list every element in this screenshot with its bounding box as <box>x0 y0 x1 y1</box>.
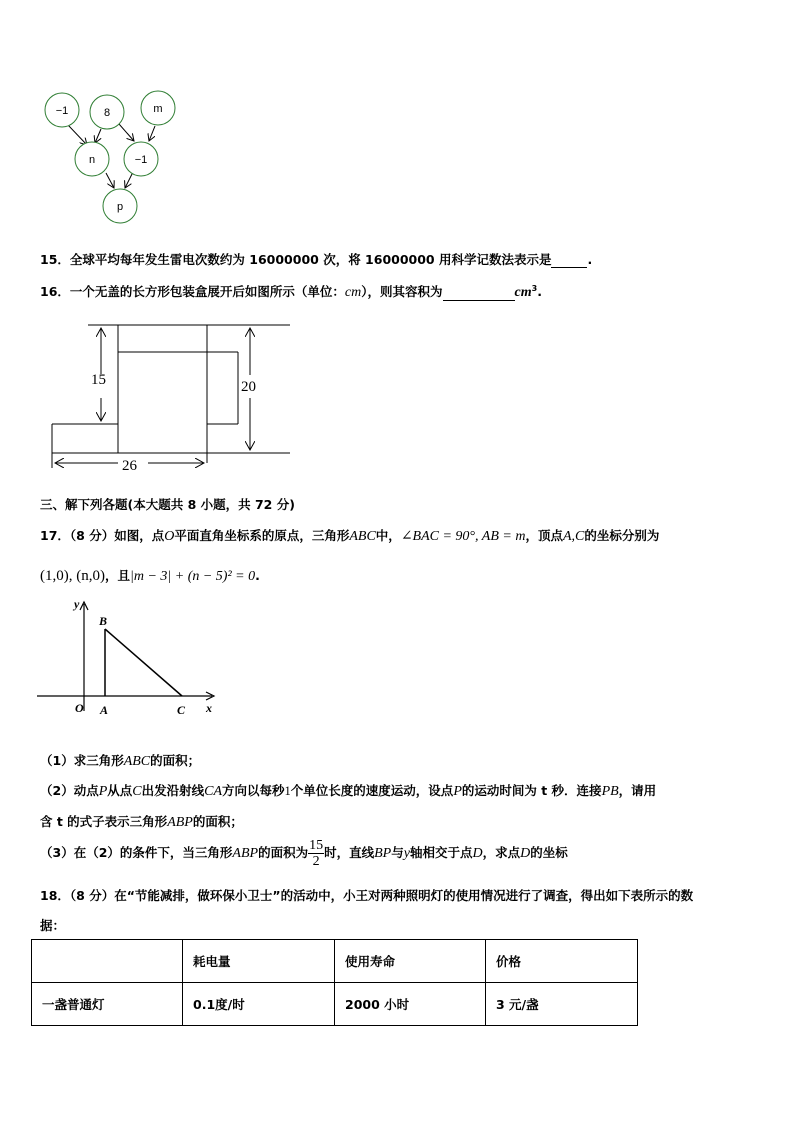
table-cell: 0.1度/时 <box>183 983 335 1026</box>
punct: . <box>537 284 542 299</box>
table-header-row <box>32 940 638 983</box>
question-16 <box>40 282 542 301</box>
math-expr: ∠BAC = 90°, AB = m <box>400 529 526 544</box>
question-17-line1 <box>40 526 659 545</box>
question-text: 从点 <box>107 783 133 798</box>
question-text: 中， <box>375 528 401 543</box>
label-26: 26 <box>122 458 137 474</box>
question-number: 16． <box>40 284 70 299</box>
point-label-C: C <box>177 703 186 717</box>
axis-label-x: x <box>206 701 212 715</box>
math-var: P <box>453 784 462 799</box>
table-header-cell: 使用寿命 <box>335 940 486 983</box>
table-header-cell <box>32 940 183 983</box>
axis-label-y: y <box>74 597 80 611</box>
question-text: 轴相交于点 <box>409 845 473 860</box>
question-text: 17．（8 分）如图，点 <box>40 528 165 543</box>
unit: cm <box>514 285 532 300</box>
math-var: ABC <box>123 754 151 769</box>
coordinate-figure <box>34 596 224 721</box>
math-var: ABP <box>167 815 193 830</box>
unit: cm <box>344 285 362 300</box>
question-text: 的运动时间为 t 秒．连接 <box>461 783 602 798</box>
question-17-part3 <box>40 838 568 869</box>
table-cell: 一盏普通灯 <box>32 983 183 1026</box>
math-var: C <box>132 784 142 799</box>
question-15 <box>40 250 592 268</box>
math-var: A,C <box>562 529 585 544</box>
question-text: （1）求三角形 <box>40 753 124 768</box>
question-text: （3）在（2）的条件下，当三角形 <box>40 845 233 860</box>
fraction <box>308 838 324 869</box>
math-var: ABP <box>232 846 259 861</box>
answer-blank[interactable] <box>443 288 515 301</box>
question-text: 的坐标 <box>530 845 568 860</box>
question-text: 时，直线 <box>324 845 375 860</box>
unit-sup: 3 <box>531 283 538 293</box>
question-text: 与 <box>391 845 404 860</box>
question-text: 平面直角坐标系的原点，三角形 <box>174 528 350 543</box>
table-header-cell: 价格 <box>486 940 638 983</box>
tree-node-label: −1 <box>55 105 69 117</box>
fraction-numerator: 15 <box>309 838 324 853</box>
math-var: BP <box>374 846 392 861</box>
tree-node-label: 8 <box>103 107 111 119</box>
tree-node-label: n <box>88 154 96 166</box>
question-text: ），则其容积为 <box>361 284 443 299</box>
fraction-denominator: 2 <box>312 854 320 869</box>
math-var: O <box>164 529 175 544</box>
math-var: CA <box>204 784 223 799</box>
lamp-table <box>31 939 638 1026</box>
question-18-line2: 据： <box>40 918 66 933</box>
math-var: D <box>472 846 483 861</box>
question-text: 含 t 的式子表示三角形 <box>40 814 168 829</box>
point-label-O: O <box>75 701 84 715</box>
math-var: y <box>403 846 410 861</box>
question-number: 15． <box>40 252 70 267</box>
tree-node-label: −1 <box>134 154 148 166</box>
box-net-figure <box>48 318 298 478</box>
question-17-part2 <box>40 781 656 800</box>
question-text: 的面积； <box>192 814 243 829</box>
math-expr: (1,0), (n,0) <box>40 568 105 584</box>
label-20: 20 <box>241 379 256 395</box>
question-text: 的坐标分别为 <box>584 528 660 543</box>
question-text: 的面积； <box>150 753 201 768</box>
math-expr: |m − 3| + (n − 5)² = 0 <box>130 569 256 584</box>
question-17-line2 <box>40 566 260 585</box>
point-label-A: A <box>100 703 109 717</box>
answer-blank[interactable] <box>551 255 587 268</box>
question-text: ，请用 <box>618 783 657 798</box>
question-text: 全球平均每年发生雷电次数约为 16000000 次，将 16000000 用科学记数法表示是 <box>69 252 552 267</box>
math-var: P <box>98 784 108 799</box>
math-var: ABC <box>349 529 376 544</box>
punct: . <box>255 568 260 583</box>
label-15: 15 <box>91 372 106 388</box>
tree-diagram <box>36 84 186 234</box>
question-text: 的面积为 <box>258 845 309 860</box>
section-title: 三、解下列各题(本大题共 8 小题，共 72 分) <box>40 497 295 512</box>
table-cell: 2000 小时 <box>335 983 486 1026</box>
question-text: 方向以每秒 <box>222 783 285 798</box>
question-text: （2）动点 <box>40 783 99 798</box>
question-text: ，求点 <box>482 845 521 860</box>
table-cell: 3 元/盏 <box>486 983 638 1026</box>
question-17-part1 <box>40 751 200 770</box>
point-label-B: B <box>99 614 108 628</box>
table-header-cell: 耗电量 <box>183 940 335 983</box>
question-text: ，且 <box>104 568 130 583</box>
math-num: 1 <box>284 784 291 798</box>
punct: . <box>587 252 593 267</box>
tree-node-label: m <box>153 103 163 115</box>
question-17-part2-line2 <box>40 812 243 831</box>
question-text: 出发沿射线 <box>141 783 205 798</box>
math-var: PB <box>601 784 619 799</box>
question-text: 个单位长度的速度运动，设点 <box>290 783 454 798</box>
table-row <box>32 983 638 1026</box>
question-text: ，顶点 <box>525 528 563 543</box>
question-text: 一个无盖的长方形包装盒展开后如图所示（单位： <box>69 284 345 299</box>
question-18-line1: 18．（8 分）在“节能减排，做环保小卫士”的活动中，小王对两种照明灯的使用情况进行了调查，得出如下表所示的数 <box>40 888 694 903</box>
math-var: D <box>520 846 531 861</box>
tree-node-label: p <box>116 201 124 213</box>
